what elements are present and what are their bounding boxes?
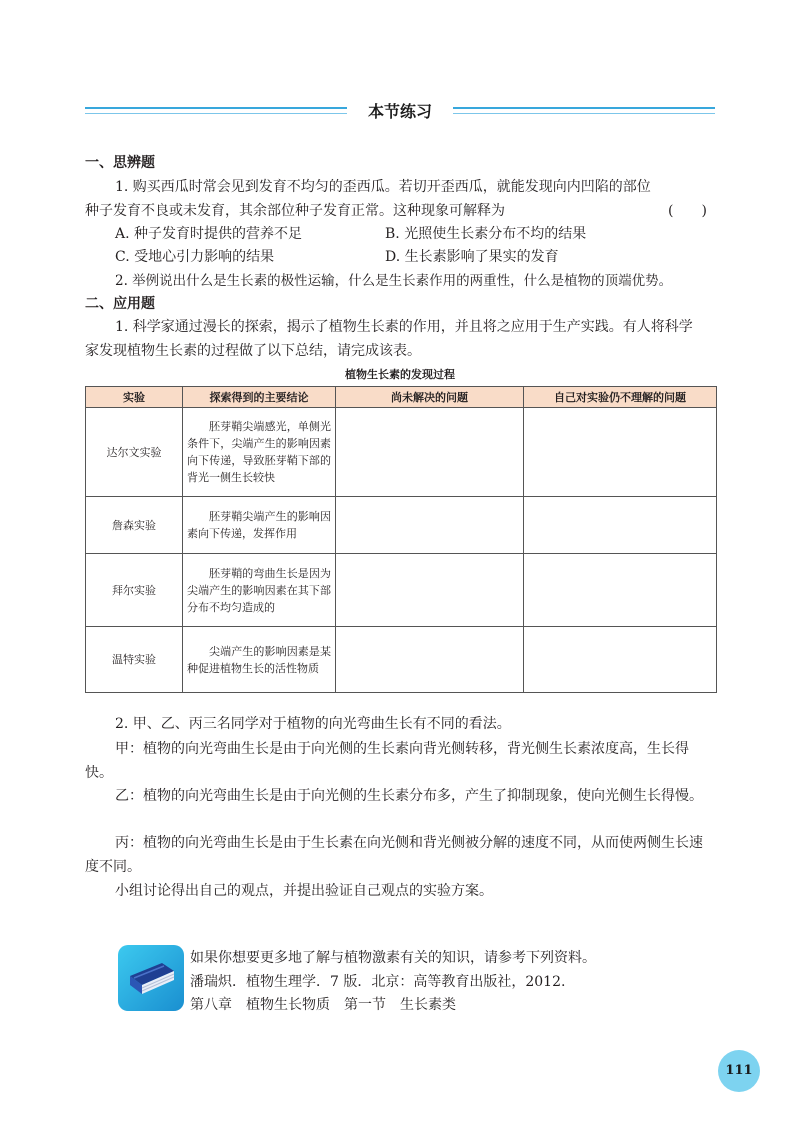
table-row xyxy=(86,497,717,554)
experiment-cell: 达尔文实验 xyxy=(86,408,183,497)
experiment-cell: 温特实验 xyxy=(86,627,183,693)
conclusion-cell: 胚芽鞘尖端产生的影响因素向下传递，发挥作用 xyxy=(183,497,336,554)
group-task: 小组讨论得出自己的观点，并提出验证自己观点的实验方案。 xyxy=(115,883,493,899)
table-row xyxy=(86,554,717,627)
student-yi-opinion: 乙：植物的向光弯曲生长是由于向光侧的生长素分布多，产生了抑制现象，使向光侧生长得慢。 xyxy=(115,788,703,804)
option-b: B. 光照使生长素分布不均的结果 xyxy=(385,226,587,242)
table-header: 自己对实验仍不理解的问题 xyxy=(524,387,717,408)
not-understood-cell[interactable] xyxy=(524,408,717,497)
page-number: 111 xyxy=(718,1050,760,1092)
option-c: C. 受地心引力影响的结果 xyxy=(115,249,275,265)
table-header: 尚未解决的问题 xyxy=(336,387,524,408)
student-jia-opinion: 甲：植物的向光弯曲生长是由于向光侧的生长素向背光侧转移，背光侧生长素浓度高，生长得快。 xyxy=(85,741,689,781)
question-1-line-1: 1. 购买西瓜时常会见到发育不均匀的歪西瓜。若切开歪西瓜，就能发现向内凹陷的部位 xyxy=(115,179,651,195)
unresolved-cell[interactable] xyxy=(336,408,524,497)
question-1-line-2: 种子发育不良或未发育，其余部位种子发育正常。这种现象可解释为 xyxy=(85,203,505,219)
table-header-row xyxy=(86,387,717,408)
table-row xyxy=(86,627,717,693)
experiment-cell: 詹森实验 xyxy=(86,497,183,554)
table-header: 实验 xyxy=(86,387,183,408)
reference-chapter: 第八章 植物生长物质 第一节 生长素类 xyxy=(190,997,456,1013)
unresolved-cell[interactable] xyxy=(336,554,524,627)
reference-citation: 潘瑞炽．植物生理学．7 版．北京：高等教育出版社，2012. xyxy=(190,974,566,990)
header-rule-left-top xyxy=(85,107,347,109)
conclusion-cell: 尖端产生的影响因素是某种促进植物生长的活性物质 xyxy=(183,627,336,693)
header-rule-right-top xyxy=(453,107,715,109)
option-d: D. 生长素影响了果实的发育 xyxy=(385,249,559,265)
header-rule-right-bottom xyxy=(453,113,715,114)
conclusion-cell: 胚芽鞘的弯曲生长是因为尖端产生的影响因素在其下部分布不均匀造成的 xyxy=(183,554,336,627)
unresolved-cell[interactable] xyxy=(336,497,524,554)
student-bing-opinion: 丙：植物的向光弯曲生长是由于生长素在向光侧和背光侧被分解的速度不同，从而使两侧生长速度不同。 xyxy=(85,835,703,875)
conclusion-cell: 胚芽鞘尖端感光，单侧光条件下，尖端产生的影响因素向下传递，导致胚芽鞘下部的背光一侧生长较快 xyxy=(183,408,336,497)
option-a: A. 种子发育时提供的营养不足 xyxy=(115,226,303,242)
not-understood-cell[interactable] xyxy=(524,554,717,627)
table-header: 探索得到的主要结论 xyxy=(183,387,336,408)
app-question-1-line-1: 1. 科学家通过漫长的探索，揭示了植物生长素的作用，并且将之应用于生产实践。有人将科学 xyxy=(115,319,693,335)
section-title-2: 二、应用题 xyxy=(85,296,155,312)
answer-bracket: ( ) xyxy=(668,203,707,219)
reference-intro: 如果你想要更多地了解与植物激素有关的知识，请参考下列资料。 xyxy=(190,950,596,966)
page-title: 本节练习 xyxy=(367,102,432,121)
not-understood-cell[interactable] xyxy=(524,497,717,554)
question-2: 2. 举例说出什么是生长素的极性运输，什么是生长素作用的两重性，什么是植物的顶端优势。 xyxy=(115,273,673,289)
book-icon xyxy=(118,945,184,1011)
table-row xyxy=(86,408,717,497)
app-question-2-intro: 2. 甲、乙、丙三名同学对于植物的向光弯曲生长有不同的看法。 xyxy=(115,716,511,732)
table-caption: 植物生长素的发现过程 xyxy=(345,368,455,381)
unresolved-cell[interactable] xyxy=(336,627,524,693)
not-understood-cell[interactable] xyxy=(524,627,717,693)
experiment-cell: 拜尔实验 xyxy=(86,554,183,627)
section-title-1: 一、思辨题 xyxy=(85,155,155,171)
discovery-table xyxy=(85,386,717,693)
header-rule-left-bottom xyxy=(85,113,347,114)
app-question-1-line-2: 家发现植物生长素的过程做了以下总结，请完成该表。 xyxy=(85,343,421,359)
